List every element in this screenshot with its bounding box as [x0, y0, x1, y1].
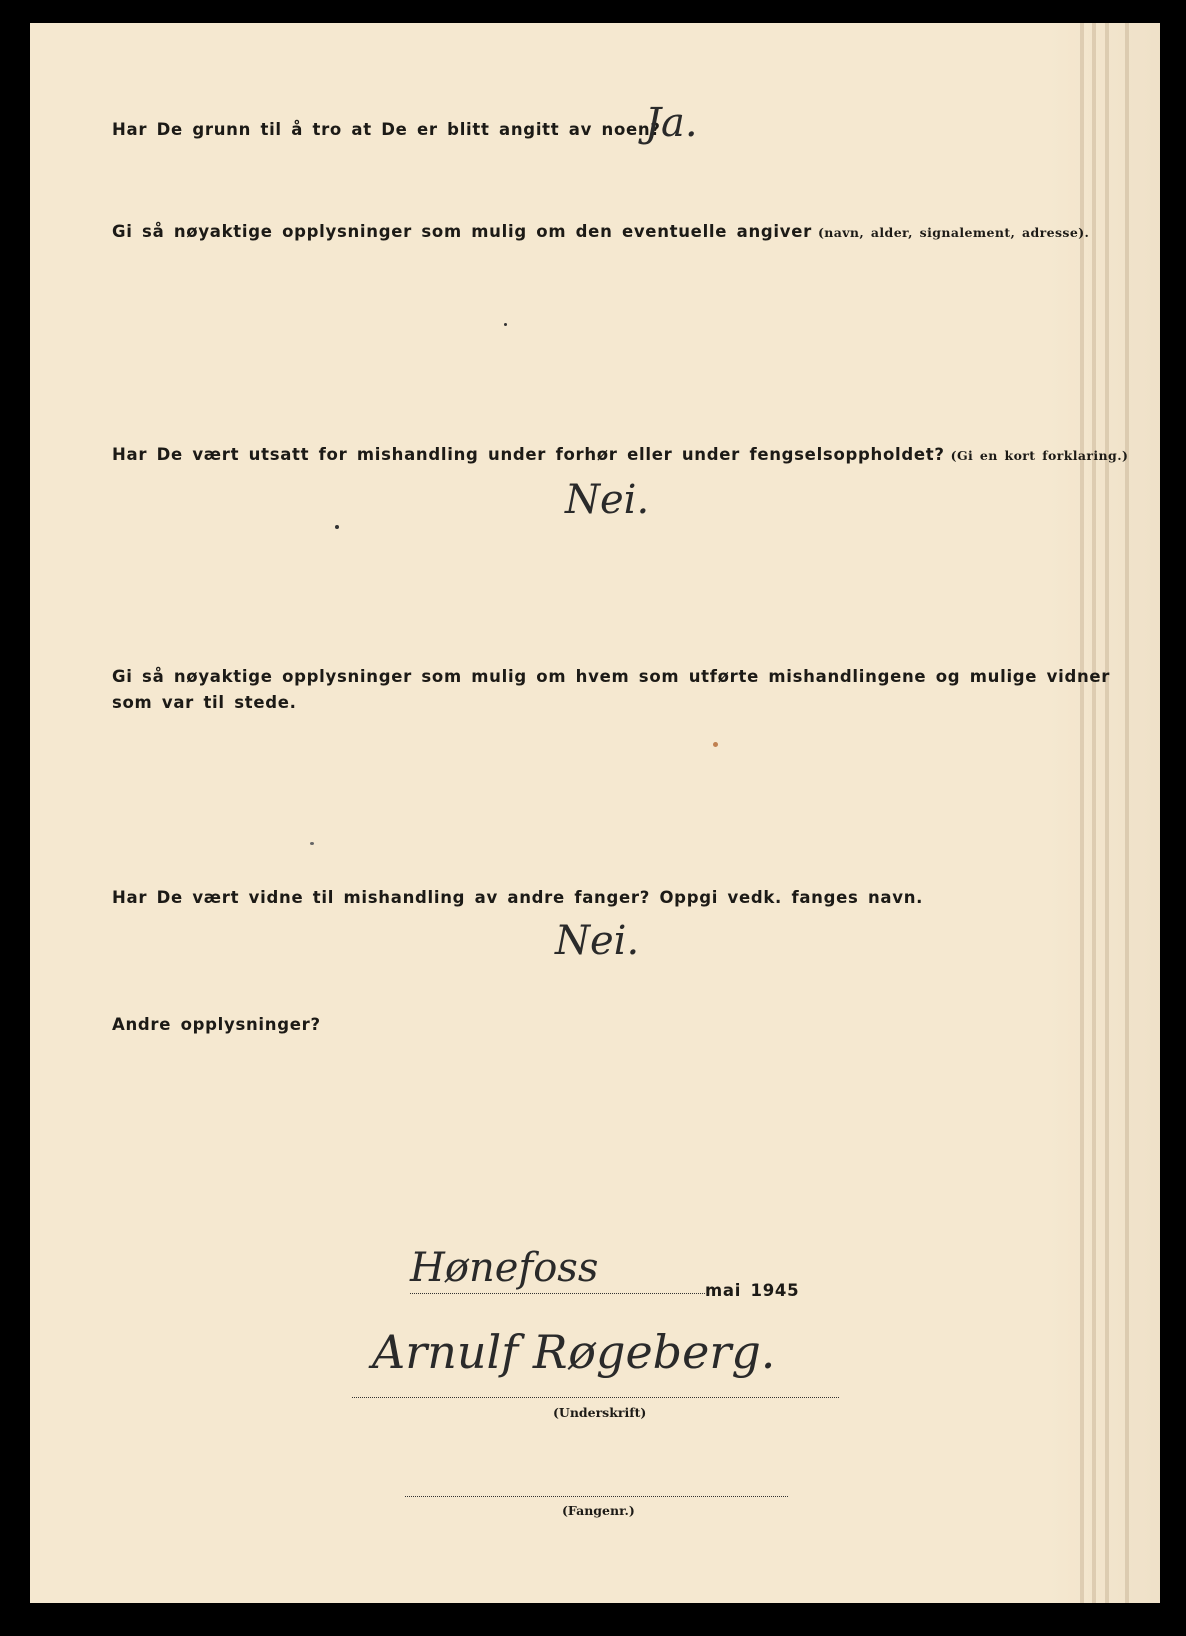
paper-speck [504, 323, 507, 326]
question-text: Har De vært utsatt for mishandling under forhør eller under fengselsoppholdet? [112, 445, 945, 464]
paper-speck [335, 525, 339, 529]
question-text: som var til stede. [112, 693, 297, 712]
paper-edge [1080, 23, 1084, 1603]
date-value: mai 1945 [705, 1281, 800, 1300]
question-perpetrators-line2 [112, 693, 297, 712]
signature-line [352, 1397, 839, 1398]
question-note: (navn, alder, signalement, adresse). [817, 225, 1090, 240]
question-denounced [112, 120, 661, 139]
question-witness [112, 888, 923, 907]
paper-speck [713, 742, 718, 747]
question-note: (Gi en kort forklaring.) [950, 448, 1129, 463]
handwritten-place: Hønefoss [410, 1245, 599, 1291]
question-mistreatment [112, 445, 1128, 464]
paper-edge [1105, 23, 1109, 1603]
question-text: Gi så nøyaktige opplysninger som mulig om hvem som utførte mishandlingene og mulige vidner [112, 667, 1111, 686]
prisoner-number-caption: (Fangenr.) [562, 1503, 635, 1518]
prisoner-number-line [405, 1496, 788, 1497]
paper-edge [1125, 23, 1129, 1603]
handwritten-signature: Arnulf Røgeberg. [372, 1325, 776, 1379]
question-text: Andre opplysninger? [112, 1015, 321, 1034]
paper-edge [1092, 23, 1096, 1603]
place-line [410, 1293, 705, 1294]
question-informer-details [112, 222, 1089, 241]
handwritten-answer-denounced: Ja. [645, 100, 698, 146]
signature-caption: (Underskrift) [553, 1405, 647, 1420]
question-perpetrators [112, 667, 1110, 686]
question-other-info [112, 1015, 321, 1034]
question-text: Har De vært vidne til mishandling av andre fanger? Oppgi vedk. fanges navn. [112, 888, 924, 907]
question-text: Har De grunn til å tro at De er blitt angitt av noen? [112, 120, 661, 139]
date-text [705, 1281, 799, 1300]
paper-speck [310, 842, 314, 845]
handwritten-answer-witness: Nei. [555, 918, 640, 964]
handwritten-answer-mistreatment: Nei. [565, 477, 650, 523]
question-text: Gi så nøyaktige opplysninger som mulig om den eventuelle angiver [112, 222, 812, 241]
